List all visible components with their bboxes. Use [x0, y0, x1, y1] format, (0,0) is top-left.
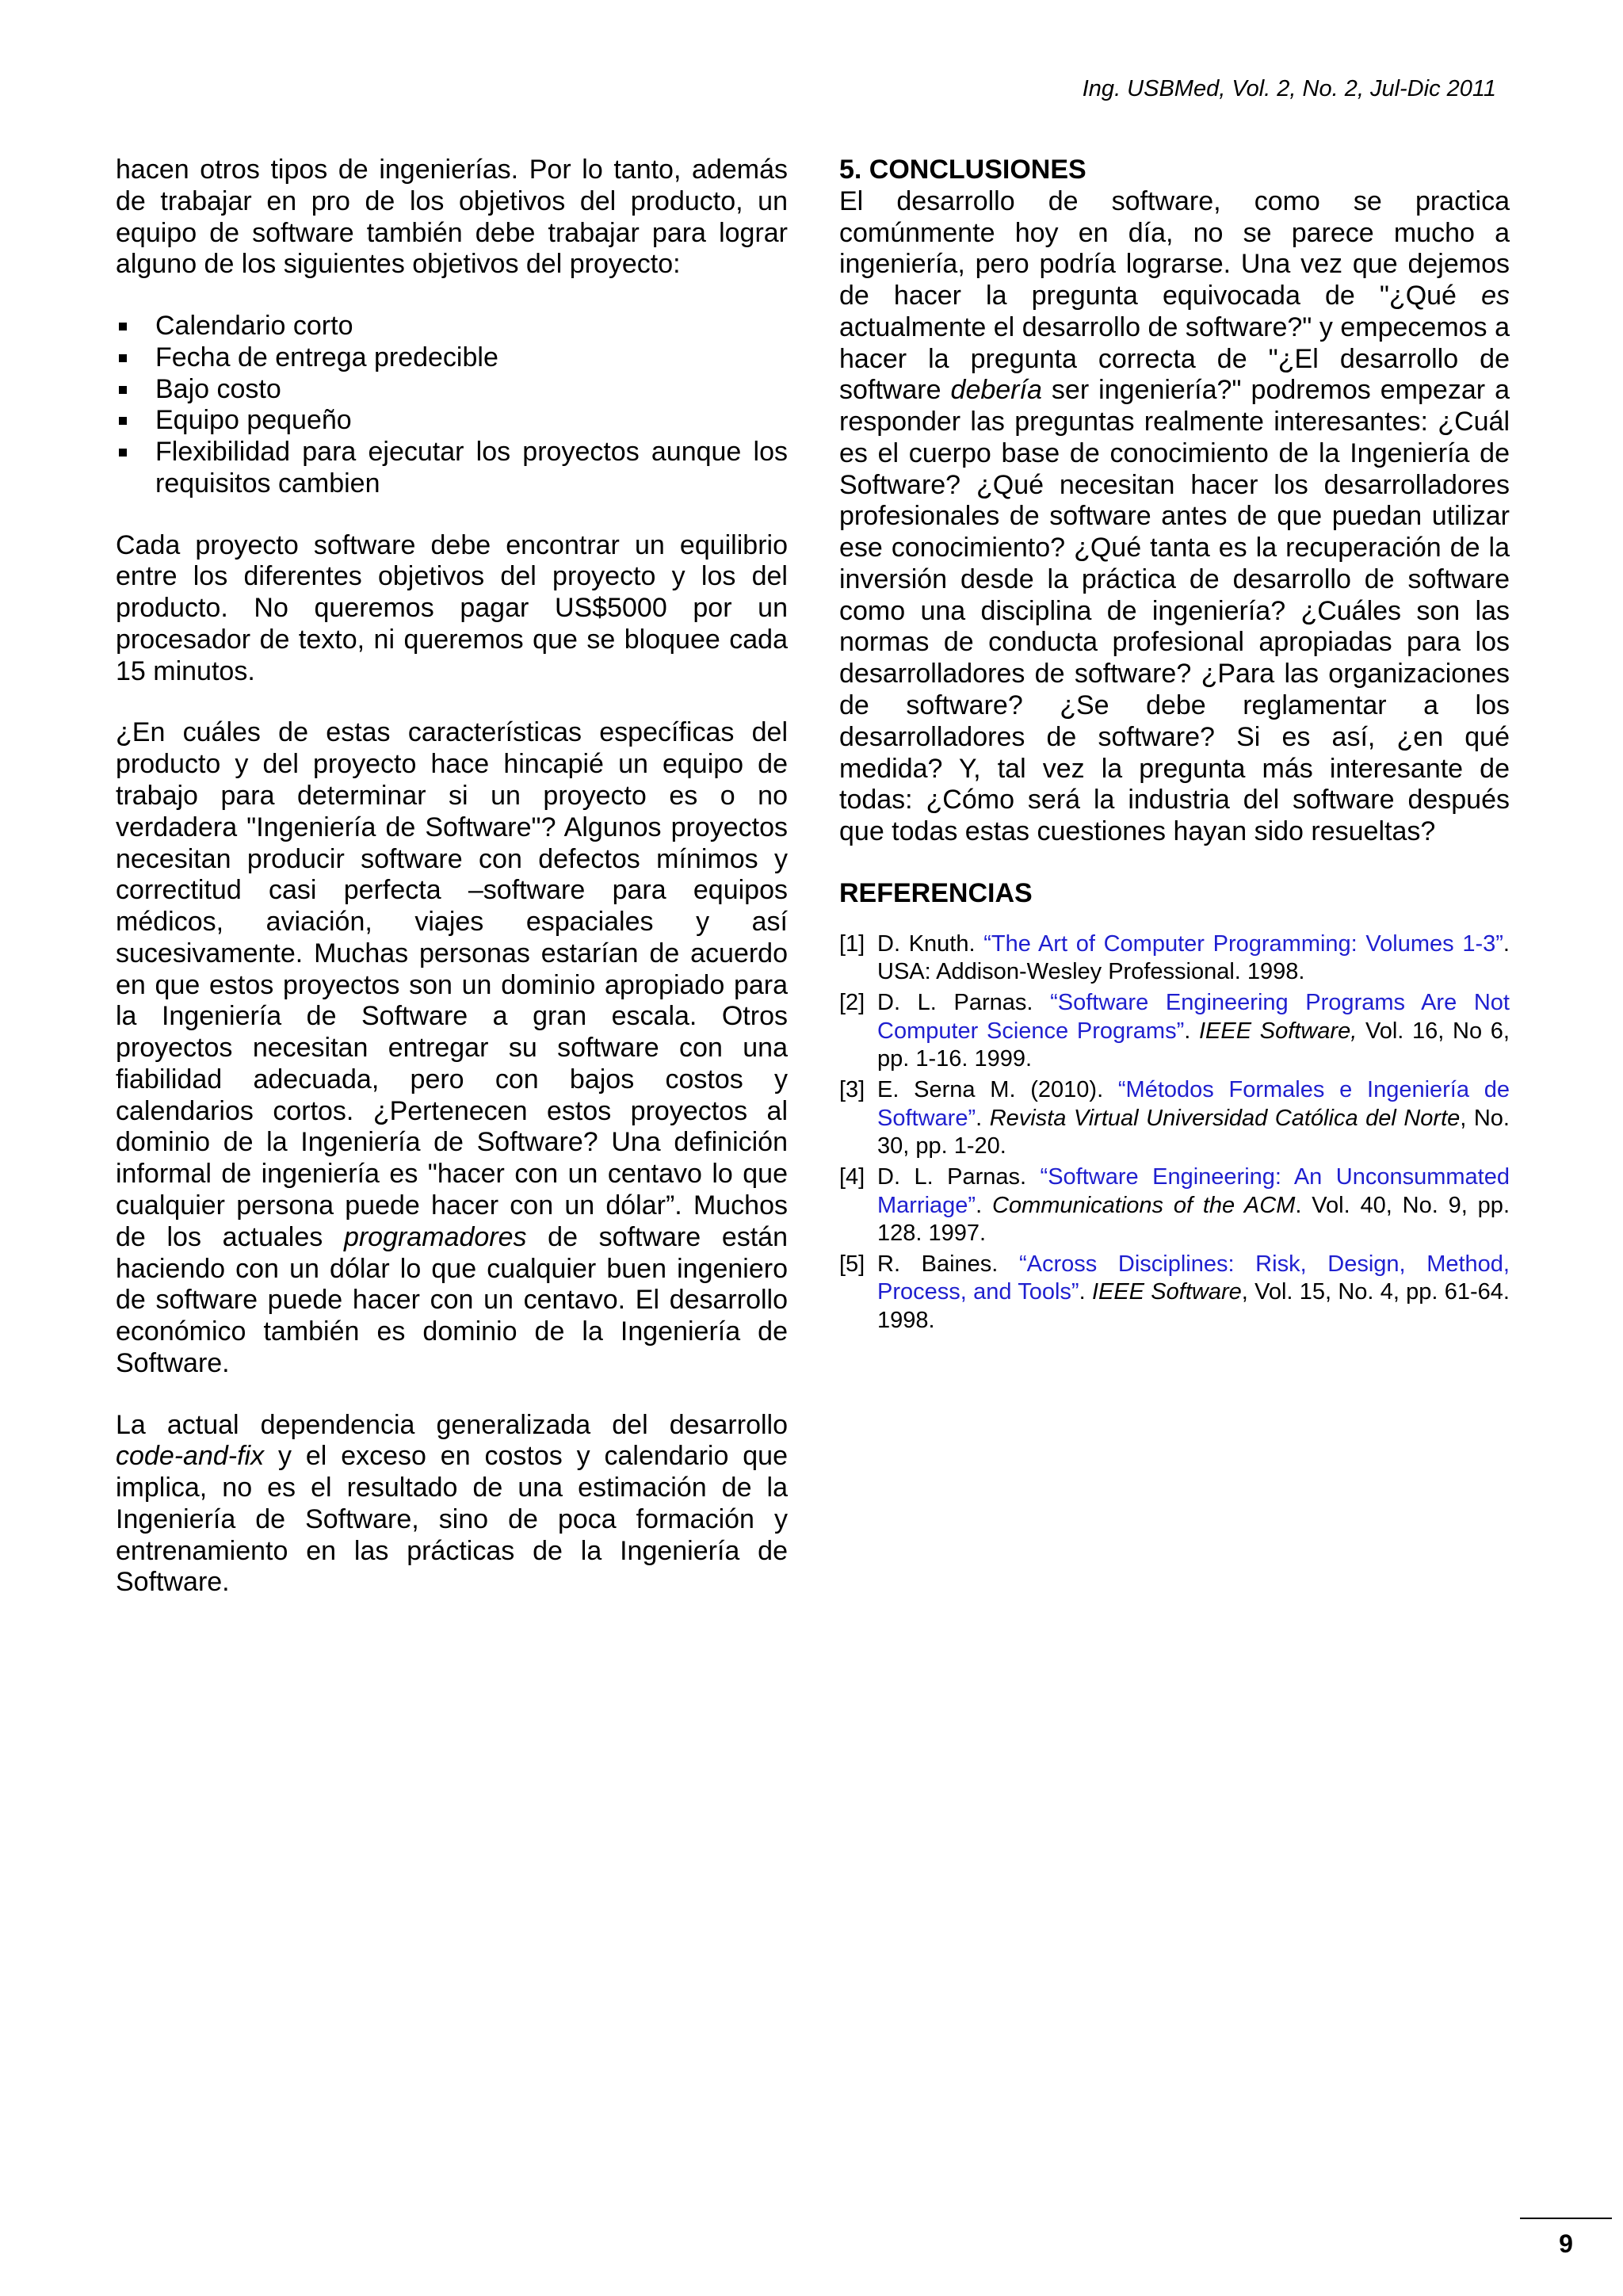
reference-rest: Vol. 16, No 6, pp. 1-16. 1999.: [877, 1018, 1510, 1072]
reference-author: D. L. Parnas.: [877, 1163, 1041, 1190]
reference-author: D. Knuth.: [877, 930, 984, 957]
reference-body: [877, 930, 1510, 987]
paragraph-3-italic: programadores: [343, 1221, 527, 1252]
reference-title-link[interactable]: “The Art of Computer Programming: Volumes 1-3”: [983, 930, 1503, 957]
paragraph-4: [116, 1410, 788, 1599]
reference-title-link[interactable]: “Métodos Formales e Ingeniería de Software”: [877, 1076, 1510, 1131]
journal-header: Ing. USBMed, Vol. 2, No. 2, Jul-Dic 2011: [1082, 76, 1496, 101]
reference-venue: Communications of the ACM: [992, 1192, 1296, 1218]
list-item: Equipo pequeño: [116, 405, 788, 437]
reference-item: [839, 989, 1510, 1074]
reference-title-link[interactable]: “Software Engineering Programs Are Not Computer Science Programs”: [877, 989, 1510, 1044]
list-item: Calendario corto: [116, 311, 788, 342]
list-item: Fecha de entrega predecible: [116, 342, 788, 374]
reference-item: [839, 1251, 1510, 1335]
objectives-list: [116, 311, 788, 500]
conclusions-text-3: ser ingeniería?" podremos empezar a responder las preguntas realmente interesantes: ¿Cuál es el cuerpo base de conocimiento de la Ingeniería de Software? ¿Qué necesitan hacer los desarrolladores profesionales de software antes de que puedan utilizar ese conocimiento? ¿Qué tanta es la recuperación de la inversión desde la práctica de desarrollo de software como una disciplina de ingeniería? ¿Cuáles son las normas de conducta profesional apropiadas para los desarrolladores de software? ¿Para las organizaciones de software? ¿Se debe reglamentar a los desarrolladores de software? Si es así, ¿en qué medida? Y, tal vez la pregunta más interesante de todas: ¿Cómo será la industria del software después que todas estas cuestiones hayan sido resueltas?: [839, 375, 1510, 847]
list-item: Bajo costo: [116, 374, 788, 406]
reference-item: [839, 930, 1510, 987]
reference-venue: IEEE Software,: [1199, 1018, 1358, 1044]
list-item: Flexibilidad para ejecutar los proyectos aunque los requisitos cambien: [116, 437, 788, 500]
references-list: [839, 930, 1510, 1335]
reference-number: [3]: [839, 1076, 865, 1102]
reference-author: R. Baines.: [877, 1251, 1019, 1277]
reference-author: E. Serna M. (2010).: [877, 1076, 1118, 1102]
reference-body: D. L. Parnas. “Software Engineering Programs Are Not Computer Science Programs”. IEEE Software, Vol. 16, No 6, pp. 1-16. 1999.: [877, 989, 1510, 1072]
reference-body: E. Serna M. (2010). “Métodos Formales e Ingeniería de Software”. Revista Virtual Universidad Católica del Norte, No. 30, pp. 1-20.: [877, 1076, 1510, 1159]
conclusions-text-1: El desarrollo de software, como se practica comúnmente hoy en día, no se parece mucho a ingeniería, pero podría lograrse. Una vez que dejemos de hacer la pregunta equivocada de "¿Qué: [839, 185, 1510, 311]
conclusions-italic-2: debería: [950, 375, 1042, 406]
left-column: [116, 155, 788, 1599]
reference-item: [839, 1076, 1510, 1161]
reference-title-link[interactable]: “Software Engineering: An Unconsummated Marriage”: [877, 1163, 1510, 1218]
right-column: [839, 155, 1510, 1338]
page-number: 9: [1559, 2229, 1573, 2258]
reference-rest: , No. 30, pp. 1-20.: [877, 1105, 1510, 1159]
paragraph-4-italic: code-and-fix: [116, 1441, 265, 1472]
reference-number: [4]: [839, 1163, 865, 1190]
reference-body: R. Baines. “Across Disciplines: Risk, Design, Method, Process, and Tools”. IEEE Software, Vol. 15, No. 4, pp. 61-64. 1998.: [877, 1251, 1510, 1334]
reference-venue: IEEE Software: [1091, 1279, 1242, 1305]
reference-venue: Revista Virtual Universidad Católica del Norte: [989, 1105, 1461, 1131]
reference-rest: , Vol. 15, No. 4, pp. 61-64. 1998.: [877, 1279, 1510, 1334]
section-title-conclusiones: 5. CONCLUSIONES: [839, 155, 1086, 185]
paragraph-3-text-b: de software están haciendo con un dólar lo que cualquier buen ingeniero de software puede hacer con un centavo. El desarrollo económico también es dominio de la Ingeniería de Software.: [116, 1221, 788, 1378]
paragraph-4-text-a: La actual dependencia generalizada del desarrollo: [116, 1409, 788, 1440]
references-title: REFERENCIAS: [839, 877, 1033, 908]
reference-number: [1]: [839, 930, 865, 957]
paragraph-1: hacen otros tipos de ingenierías. Por lo tanto, además de trabajar en pro de los objetivos del producto, un equipo de software también debe trabajar para lograr alguno de los siguientes objetivos del proyecto:: [116, 155, 788, 280]
reference-number: [5]: [839, 1251, 865, 1277]
conclusions-italic-1: es: [1481, 281, 1510, 311]
conclusions-text-2: actualmente el desarrollo de software?" y empecemos a hacer la pregunta correcta de "¿El desarrollo de software: [839, 311, 1510, 406]
paragraph-3: [116, 717, 788, 1379]
reference-rest: . USA: Addison-Wesley Professional. 1998.: [877, 930, 1510, 985]
reference-title-link[interactable]: “Across Disciplines: Risk, Design, Method, Process, and Tools”: [877, 1251, 1510, 1305]
footer-rule: [1520, 2218, 1612, 2219]
reference-item: [839, 1163, 1510, 1248]
conclusions-paragraph: [839, 186, 1510, 848]
reference-body: D. L. Parnas. “Software Engineering: An Unconsummated Marriage”. Communications of the ACM. Vol. 40, No. 9, pp. 128. 1997.: [877, 1163, 1510, 1247]
paragraph-2: Cada proyecto software debe encontrar un equilibrio entre los diferentes objetivos del proyecto y los del producto. No queremos pagar US$5000 por un procesador de texto, ni queremos que se bloquee cada 15 minutos.: [116, 529, 788, 686]
reference-rest: . Vol. 40, No. 9, pp. 128. 1997.: [877, 1192, 1510, 1247]
paragraph-4-text-b: y el exceso en costos y calendario que implica, no es el resultado de una estimación de la Ingeniería de Software, sino de poca formación y entrenamiento en las prácticas de la Ingeniería de Software.: [116, 1441, 788, 1598]
paragraph-3-text-a: ¿En cuáles de estas características específicas del producto y del proyecto hace hincapié un equipo de trabajo para determinar si un proyecto es o no verdadera "Ingeniería de Software"? Algunos proyectos necesitan producir software con defectos mínimos y correctitud casi perfecta –software para equipos médicos, aviación, viajes espaciales y así sucesivamente. Muchas personas estarían de acuerdo en que estos proyectos son un dominio apropiado para la Ingeniería de Software a gran escala. Otros proyectos necesitan entregar su software con una fiabilidad adecuada, pero con bajos costos y calendarios cortos. ¿Pertenecen estos proyectos al dominio de la Ingeniería de Software? Una definición informal de ingeniería es "hacer con un centavo lo que cualquier persona puede hacer con un dólar”. Muchos de los actuales: [116, 717, 788, 1252]
reference-author: D. L. Parnas.: [877, 989, 1051, 1015]
reference-number: [2]: [839, 989, 865, 1015]
